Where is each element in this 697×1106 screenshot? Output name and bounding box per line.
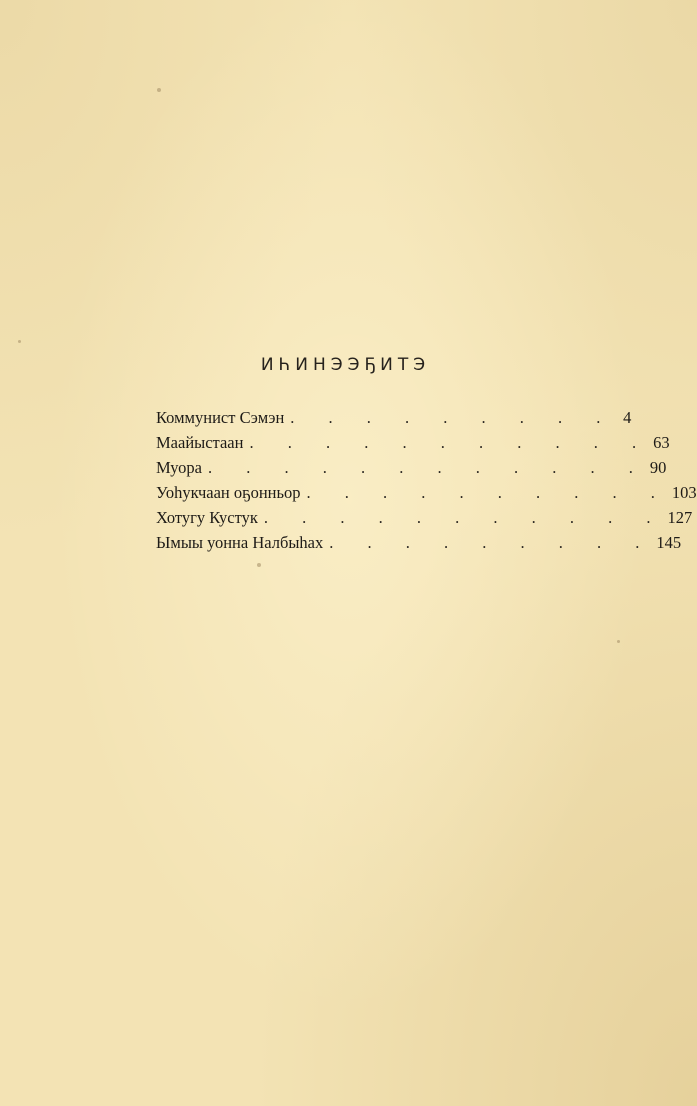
toc-entry-title: Коммунист Сэмэн [156,408,285,427]
toc-page-number: 145 [656,533,682,552]
toc-page-number: 4 [623,408,632,427]
toc-dot-leader: . . . . . . . . . . . [263,508,666,527]
paper-speck [617,640,620,643]
toc-entry-title: Хотугу Кустук [156,508,258,527]
table-of-contents [156,405,697,555]
toc-page-number: 127 [667,508,693,527]
toc-entry-title: Муора [156,458,202,477]
toc-entry [156,405,632,430]
paper-speck [157,88,161,92]
toc-dot-leader: . . . . . . . . . . . [249,433,652,452]
paper-speck [257,563,261,567]
toc-page-number: 63 [653,433,670,452]
toc-dot-leader: . . . . . . . . . . [306,483,670,502]
toc-entry [156,530,682,555]
toc-entry-title: Уоһукчаан оҕонньор [156,483,301,502]
toc-page-number: 103 [671,483,697,502]
toc-dot-leader: . . . . . . . . . . . . [207,458,648,477]
toc-entry-title: Маайыстаан [156,433,244,452]
toc-entry [156,505,693,530]
toc-entry [156,430,670,455]
toc-page-number: 90 [649,458,667,477]
toc-dot-leader: . . . . . . . . . [290,408,616,427]
paper-speck [18,340,21,343]
toc-entry [156,455,667,480]
page-title: ИҺИНЭЭҔИТЭ [260,355,431,375]
toc-entry-title: Ымыы уонна Налбыһах [156,533,324,552]
toc-dot-leader: . . . . . . . . . [329,533,655,552]
toc-entry [156,480,697,505]
